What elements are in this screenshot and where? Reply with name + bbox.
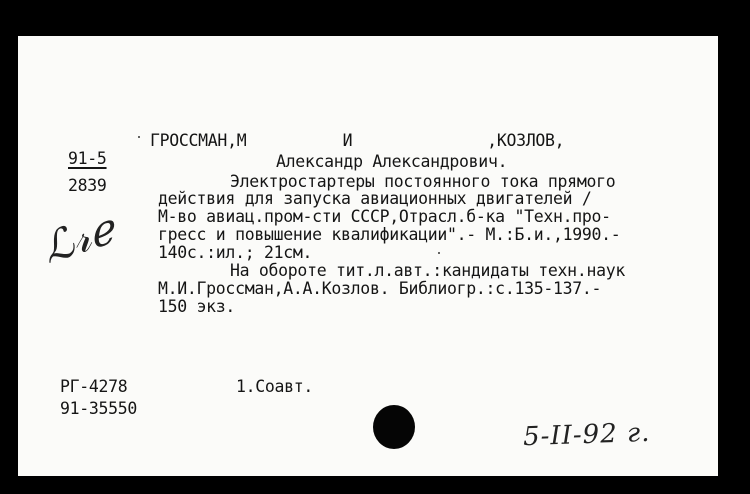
title-line-3: М-во авиац.пром-сти СССР,Отрасл.б-ка "Техн.про- [158,207,611,226]
handwritten-date: 5-II-92 г. [522,417,651,453]
note-line-3: 150 экз. [158,297,236,316]
title-line-1: Электростартеры постоянного тока прямого [230,172,616,191]
handwritten-margin-note: ℒ𝓇ℯ [36,204,121,274]
catalog-code-2: 91-35550 [60,399,138,418]
note-line-1: На обороте тит.л.авт.:кандидаты техн.наук [230,261,625,280]
title-line-5: 140с.:ил.; 21см. [158,243,313,262]
catalog-card [18,36,718,476]
note-line-2: М.И.Гроссман,А.А.Козлов. Библиогр.:с.135-137.- [158,279,602,298]
catalog-code-1: РГ-4278 [60,377,128,396]
author-name-line: Александр Александрович. [276,152,508,171]
call-number: 91-5 [68,149,107,168]
title-line-4: гресс и повышение квалификации".- М.:Б.и.,1990.- [158,225,621,244]
mark-dot [138,136,140,138]
mark-dot [438,252,440,254]
author-line: ГРОССМАН,М И ,КОЗЛОВ, [150,131,565,150]
coauthor-note: 1.Соавт. [236,377,314,396]
punch-hole [373,405,415,449]
title-line-2: действия для запуска авиационных двигателей / [158,189,592,208]
inventory-number: 2839 [68,176,107,195]
